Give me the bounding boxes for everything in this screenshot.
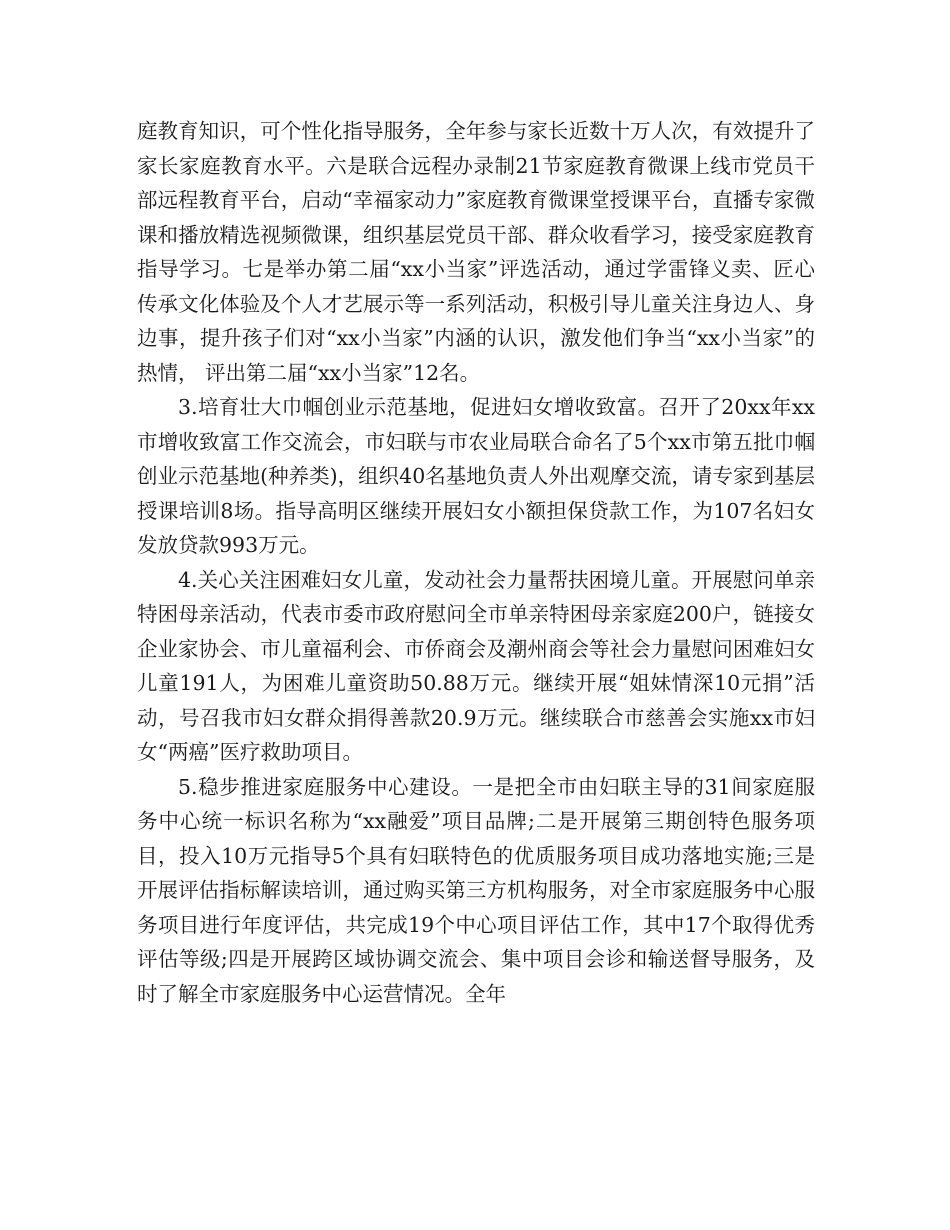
document-body <box>137 114 815 1011</box>
paragraph-assistance-women-children: 4.关心关注困难妇女儿童，发动社会力量帮扶困境儿童。开展慰问单亲特困母亲活动，代表市委市政府慰问全市单亲特困母亲家庭200户，链接女企业家协会、市儿童福利会、市侨商会及潮州商会等社会力量慰问困难妇女儿童191人，为困难儿童资助50.88万元。继续开展“姐妹情深10元捐”活动，号召我市妇女群众捐得善款20.9万元。继续联合市慈善会实施xx市妇女“两癌”医疗救助项目。 <box>137 567 815 764</box>
paragraph-family-service-centers: 5.稳步推进家庭服务中心建设。一是把全市由妇联主导的31间家庭服务中心统一标识名称为“xx融爱”项目品牌;二是开展第三期创特色服务项目，投入10万元指导5个具有妇联特色的优质服务项目成功落地实施;三是开展评估指标解读培训，通过购买第三方机构服务，对全市家庭服务中心服务项目进行年度评估，共完成19个中心项目评估工作，其中17个取得优秀评估等级;四是开展跨区域协调交流会、集中项目会诊和输送督导服务，及时了解全市家庭服务中心运营情况。全年 <box>137 774 815 1006</box>
paragraph-continued-family-education: 庭教育知识，可个性化指导服务，全年参与家长近数十万人次，有效提升了家长家庭教育水平。六是联合远程办录制21节家庭教育微课上线市党员干部远程教育平台，启动“幸福家动力”家庭教育微课堂授课平台，直播专家微课和播放精选视频微课，组织基层党员干部、群众收看学习，接受家庭教育指导学习。七是举办第二届“xx小当家”评选活动，通过学雷锋义卖、匠心传承文化体验及个人才艺展示等一系列活动，积极引导儿童关注身边人、身边事，提升孩子们对“xx小当家”内涵的认识，激发他们争当“xx小当家”的热情， 评出第二届“xx小当家”12名。 <box>137 119 815 385</box>
paragraph-entrepreneurship-bases: 3.培育壮大巾帼创业示范基地，促进妇女增收致富。召开了20xx年xx市增收致富工作交流会，市妇联与市农业局联合命名了5个xx市第五批巾帼创业示范基地(种养类)，组织40名基地负责人外出观摩交流，请专家到基层授课培训8场。指导高明区继续开展妇女小额担保贷款工作，为107名妇女发放贷款993万元。 <box>137 395 815 557</box>
